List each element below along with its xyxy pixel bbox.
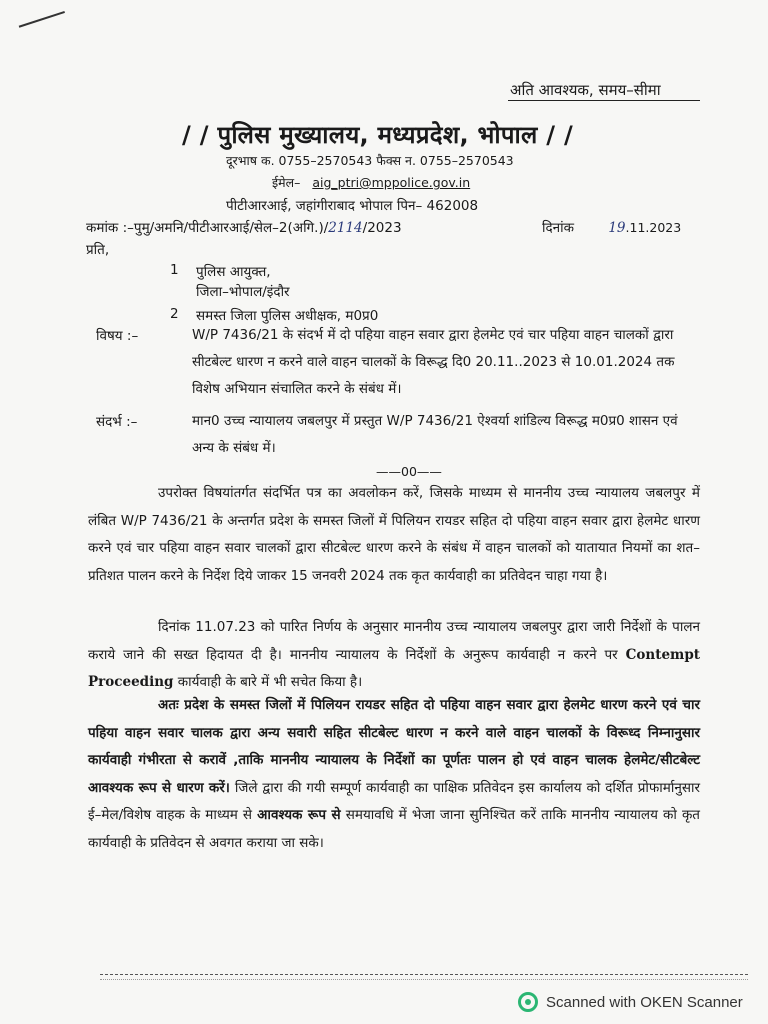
subject-text: W/P 7436/21 के संदर्भ में दो पहिया वाहन सवार द्वारा हेलमेट एवं चार पहिया वाहन चालकों द्वारा सीटबेल्ट धारण न करने वाले वाहन चालकों के विरूद्ध दि0 20.11..2023 से 10.01.2024 तक विशेष अभियान संचालित करने के संबंध में। — [192, 327, 675, 397]
date-label: दिनांक — [542, 220, 575, 236]
date — [542, 218, 681, 236]
ref-prefix: कमांक :–पुमु/अमनि/पीटीआरआई/सेल–2(अगि.)/ — [86, 220, 329, 236]
paragraph-3-text-a: जिले द्वारा की गयी सम्पूर्ण कार्यवाही का पाक्षिक प्रतिवेदन इस कार्यालय को दर्शित प्रोफार्मानुसार ई–मेल/विशेष वाहक के माध्यम से — [88, 779, 700, 823]
oken-logo-icon — [518, 992, 538, 1012]
paragraph-3-bold-2: आवश्यक रूप से — [257, 807, 341, 823]
scanner-text: Scanned with OKEN Scanner — [546, 993, 743, 1011]
subject-label: विषय :– — [96, 328, 139, 344]
recipient-1-line1: पुलिस आयुक्त, — [196, 264, 271, 280]
reference-number — [86, 218, 402, 236]
urgency-underline — [508, 100, 700, 101]
paragraph-3-text-b: समयावधि में भेजा जाना सुनिश्चित करें ताकि माननीय न्यायालय को कृत कार्यवाही के प्रतिवेदन से अवगत कराया जा सके। — [88, 807, 701, 851]
scan-mark — [19, 11, 70, 41]
phone-fax: दूरभाष क. 0755–2570543 फैक्स न. 0755–2570543 — [226, 153, 514, 168]
email-line — [272, 174, 470, 191]
separator: ——00—— — [376, 464, 442, 479]
paragraph-3-bold: अतः प्रदेश के समस्त जिलों में पिलियन रायडर सहित दो पहिया वाहन सवार द्वारा हेलमेट धारण करने एवं चार पहिया वाहन सवार चालक द्वारा अन्य सवारी सहित सीटबेल्ट धारण न करने वाले वाहन चालकों के विरूध्द निम्नानुसार कार्यवाही गंभीरता से करावें ,ताकि माननीय न्यायालय के निर्देशों का पूर्णतः पालन हो एवं वाहन चालक हेलमेट/सीटबेल्ट आवश्यक रूप से धारण करें। — [88, 697, 700, 796]
paragraph-1 — [88, 480, 700, 590]
date-handwritten-day: 19 — [608, 220, 626, 236]
date-month-year: .11.2023 — [625, 220, 682, 235]
paragraph-3 — [88, 692, 700, 857]
scanner-watermark — [518, 990, 743, 1014]
recipient-1-number: 1 — [170, 262, 179, 278]
recipient-2-number: 2 — [170, 306, 179, 322]
email-link[interactable]: aig_ptri@mppolice.gov.in — [312, 175, 471, 190]
to-label: प्रति, — [86, 242, 110, 258]
paragraph-2-text-b: कार्यवाही के बारे में भी सचेत किया है। — [173, 674, 363, 690]
paragraph-2-bold: Contempt Proceeding — [88, 646, 700, 690]
paragraph-1-text: उपरोक्त विषयांतर्गत संदर्भित पत्र का अवलोकन करें, जिसके माध्यम से माननीय उच्च न्यायालय जबलपुर में लंबित W/P 7436/21 के अन्तर्गत प्रदेश के समस्त जिलों में पिलियन रायडर सहित दो पहिया वाहन सवार द्वारा हेलमेट धारण करने एवं चार पहिया वाहन सवार चालकों द्वारा सीटबेल्ट धारण करने के संबंध में वाहन चालकों को यातायात नियमों का शत–प्रतिशत पालन करने के निर्देश दिये जाकर 15 जनवरी 2024 तक कृत कार्यवाही का प्रतिवेदन चाहा गया है। — [88, 485, 700, 584]
paragraph-2 — [88, 614, 700, 697]
urgency-note: अति आवश्यक, समय–सीमा — [510, 81, 661, 99]
recipient-2-line1: समस्त जिला पुलिस अधीक्षक, म0प्र0 — [196, 308, 379, 324]
ref-year: /2023 — [362, 220, 402, 236]
page-title: / / पुलिस मुख्यालय, मध्यप्रदेश, भोपाल / / — [182, 121, 574, 149]
paragraph-2-text-a: दिनांक 11.07.23 को पारित निर्णय के अनुसार माननीय उच्च न्यायालय जबलपुर द्वारा जारी निर्देशों के पालन कराये जाने की सख्त हिदायत दी है। माननीय न्यायालय के निर्देशों के अनुरूप कार्यवाही न करने पर — [88, 619, 700, 663]
ref-handwritten-number: 2114 — [328, 220, 363, 236]
reference-label: संदर्भ :– — [96, 414, 138, 430]
page-bottom-edge — [100, 974, 748, 980]
reference-text: मान0 उच्च न्यायालय जबलपुर में प्रस्तुत W/P 7436/21 ऐश्वर्या शांडिल्य विरूद्ध म0प्र0 शासन एवं अन्य के संबंध में। — [192, 413, 678, 456]
recipient-1-line2: जिला–भोपाल/इंदौर — [196, 284, 290, 300]
address: पीटीआरआई, जहांगीराबाद भोपाल पिन– 462008 — [226, 198, 479, 214]
email-label: ईमेल– — [272, 175, 301, 190]
